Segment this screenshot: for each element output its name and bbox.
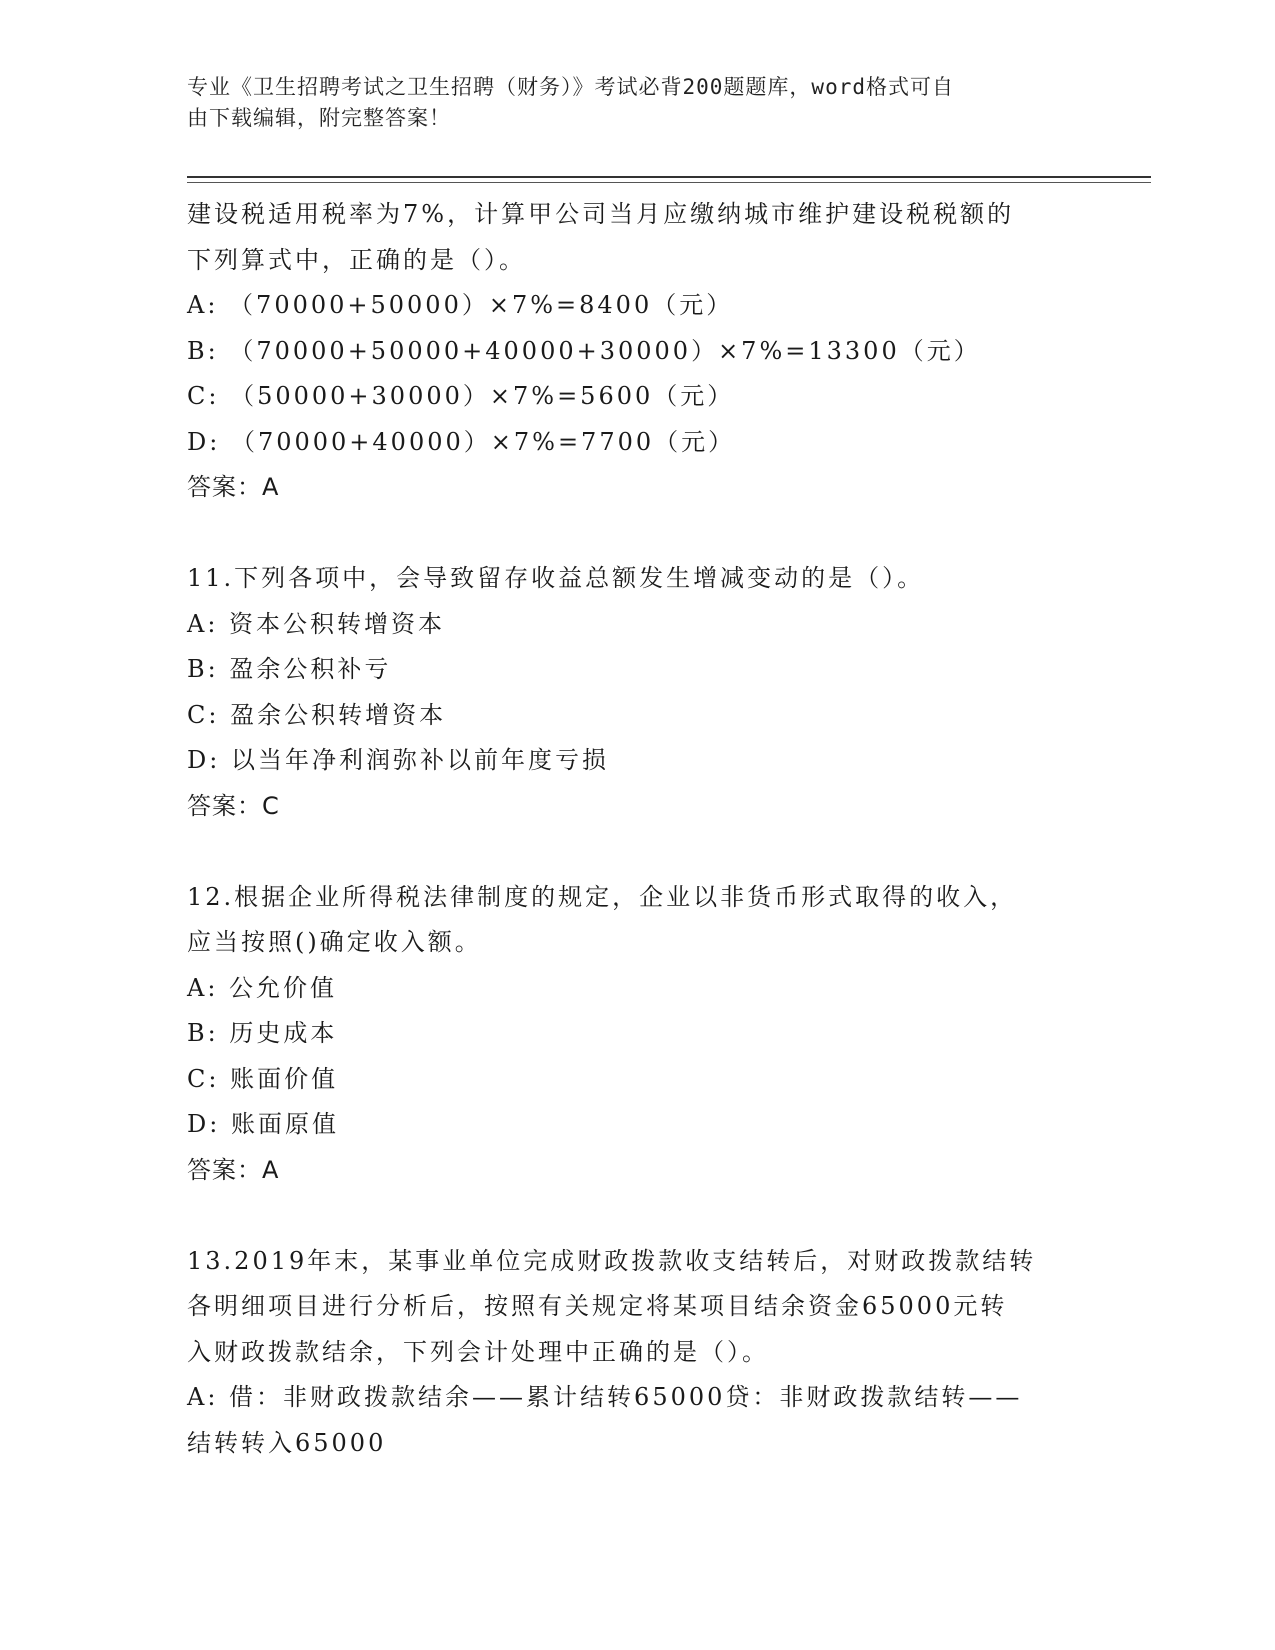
question-stem: 应当按照()确定收入额。: [187, 928, 482, 956]
option-a: A: 公允价值: [187, 973, 338, 1002]
option-a: A: （70000+50000）×7%=8400（元）: [187, 291, 734, 319]
option-d: D: 账面原值: [187, 1110, 339, 1138]
option-a-continued: 结转转入65000: [187, 1428, 387, 1457]
spacer: [187, 829, 1087, 875]
answer: 答案：A: [187, 473, 280, 501]
option-b: B: （70000+50000+40000+30000）×7%=13300（元）: [187, 336, 981, 365]
question-12: [187, 875, 1087, 1194]
header-line-1: 专业《卫生招聘考试之卫生招聘（财务）》考试必背200题题库，word格式可自: [187, 75, 954, 99]
header-line-2: 由下载编辑，附完整答案！: [187, 106, 451, 130]
option-c: C: （50000+30000）×7%=5600（元）: [187, 382, 735, 410]
document-header: [187, 72, 1087, 134]
question-10: [187, 192, 1087, 511]
option-c: C: 盈余公积转增资本: [187, 700, 447, 729]
question-stem: 入财政拨款结余，下列会计处理中正确的是（）。: [187, 1337, 769, 1366]
document-body: [187, 192, 1087, 1466]
question-stem: 12.根据企业所得税法律制度的规定，企业以非货币形式取得的收入，: [187, 882, 1018, 911]
answer: 答案：A: [187, 1155, 280, 1184]
question-stem: 13.2019年末，某事业单位完成财政拨款收支结转后，对财政拨款结转: [187, 1246, 1037, 1275]
header-rule-thin: [187, 182, 1151, 183]
option-c: C: 账面价值: [187, 1064, 339, 1093]
question-stem: 各明细项目进行分析后，按照有关规定将某项目结余资金65000元转: [187, 1292, 1008, 1320]
option-b: B: 盈余公积补亏: [187, 655, 392, 683]
question-stem: 建设税适用税率为7%，计算甲公司当月应缴纳城市维护建设税税额的: [187, 200, 1015, 228]
option-b: B: 历史成本: [187, 1019, 338, 1047]
spacer: [187, 511, 1087, 557]
option-d: D: 以当年净利润弥补以前年度亏损: [187, 746, 609, 774]
header-rule-thick: [187, 176, 1151, 178]
option-a: A: 资本公积转增资本: [187, 609, 446, 638]
option-a: A: 借：非财政拨款结余——累计结转65000贷：非财政拨款结转——: [187, 1383, 1023, 1411]
question-stem: 11.下列各项中，会导致留存收益总额发生增减变动的是（）。: [187, 564, 925, 592]
question-stem: 下列算式中，正确的是（）。: [187, 245, 526, 274]
spacer: [187, 1193, 1087, 1239]
question-11: [187, 556, 1087, 829]
answer: 答案：C: [187, 791, 280, 820]
question-13: [187, 1239, 1087, 1467]
option-d: D: （70000+40000）×7%=7700（元）: [187, 427, 736, 456]
